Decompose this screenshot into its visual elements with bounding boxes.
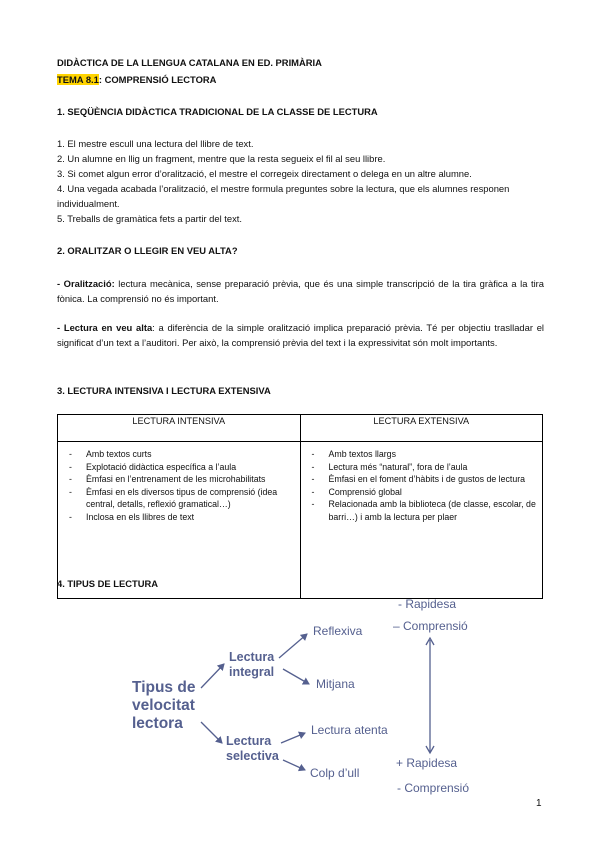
list-item: - Comprensió global (309, 486, 537, 499)
arrow-integral-to-reflexiva (279, 634, 307, 658)
section1-line: 1. El mestre escull una lectura del llibre de text. (57, 138, 254, 149)
arrow-root-to-selectiva (201, 722, 222, 743)
list-item: - Èmfasi en el foment d’hàbits i de gustos de lectura (309, 473, 537, 486)
arrow-integral-to-mitjana (283, 669, 309, 684)
diagram-leaf-mitjana: Mitjana (316, 677, 355, 691)
course-title: DIDÀCTICA DE LA LLENGUA CATALANA EN ED. PRIMÀRIA (57, 57, 322, 68)
section1-line: 5. Treballs de gramàtica fets a partir del text. (57, 213, 242, 224)
arrow-selectiva-to-atenta (281, 733, 305, 743)
list-item: - Explotació didàctica específica a l’aula (66, 461, 294, 474)
list-item: - Èmfasi en els diversos tipus de comprensió (idea central, detalls, reflexió gramatical…) (66, 486, 294, 511)
list-item: - Amb textos curts (66, 448, 294, 461)
list-item: - Relacionada amb la biblioteca (de classe, escolar, de barri…) i amb la lectura per plaer (309, 498, 537, 523)
diagram-leaf-colp-dull: Colp d’ull (310, 766, 360, 780)
diagram-root-line: Tipus de (132, 679, 196, 696)
topic-code: TEMA 8.1 (57, 74, 99, 85)
section1-heading: 1. SEQÜÈNCIA DIDÀCTICA TRADICIONAL DE LA CLASSE DE LECTURA (57, 106, 378, 117)
section1-line: 2. Un alumne en llig un fragment, mentre que la resta segueix el fil al seu llibre. (57, 153, 386, 164)
diagram-branch-line: Lectura (229, 650, 275, 664)
page-number: 1 (536, 798, 542, 809)
diagram-leaf-lectura-atenta: Lectura atenta (311, 723, 388, 737)
section1-line: individualment. (57, 198, 120, 209)
scale-top-comprehension: – Comprensió (393, 619, 468, 633)
col-header-extensive: LECTURA EXTENSIVA (300, 415, 543, 442)
arrow-selectiva-to-colp (283, 760, 305, 770)
topic-name: : COMPRENSIÓ LECTORA (98, 74, 217, 85)
section3-heading: 3. LECTURA INTENSIVA I LECTURA EXTENSIVA (57, 385, 271, 396)
diagram-root-line: velocitat (132, 697, 195, 714)
list-item: - Èmfasi en l’entrenament de les microhabilitats (66, 473, 294, 486)
scale-top-speed: - Rapidesa (398, 597, 457, 611)
scale-bottom-comprehension: - Comprensió (397, 781, 470, 795)
oralitzacio-term: - Oralització: (57, 278, 115, 289)
diagram-branch-line: integral (229, 665, 275, 679)
list-item: - Amb textos llargs (309, 448, 537, 461)
diagram-root-line: lectora (132, 715, 183, 732)
col-header-intensive: LECTURA INTENSIVA (58, 415, 301, 442)
section1-line: 4. Una vegada acabada l’oralització, el mestre formula preguntes sobre la lectura, que els alumnes responen (57, 183, 510, 194)
diagram-branch-line: Lectura (226, 734, 272, 748)
diagram-branch-line: selectiva (226, 749, 279, 763)
list-item: - Inclosa en els llibres de text (66, 511, 294, 524)
lectura-veu-alta-term: - Lectura en veu alta (57, 322, 153, 333)
section2-heading: 2. ORALITZAR O LLEGIR EN VEU ALTA? (57, 245, 238, 256)
scale-bottom-speed: + Rapidesa (396, 756, 458, 770)
arrow-root-to-integral (201, 664, 224, 688)
section1-line: 3. Si comet algun error d’oralització, el mestre el corregeix directament o delega en un altre alumne. (57, 168, 472, 179)
section4-heading: 4. TIPUS DE LECTURA (57, 578, 159, 589)
oralitzacio-text: lectura mecànica, sense preparació prèvia, que és una simple transcripció de la tira gràfica a la tira fònica. La comprensió no és important. (57, 278, 545, 304)
lectura-veu-alta-text: : a diferència de la simple oralització implica preparació prèvia. Té per objectiu traslladar el significat d’un text a l’auditori. Per això, la comprensió prèvia del text i la expressivitat són molt importants. (57, 322, 544, 348)
diagram-leaf-reflexiva: Reflexiva (313, 624, 363, 638)
list-item: - Lectura més “natural”, fora de l’aula (309, 461, 537, 474)
